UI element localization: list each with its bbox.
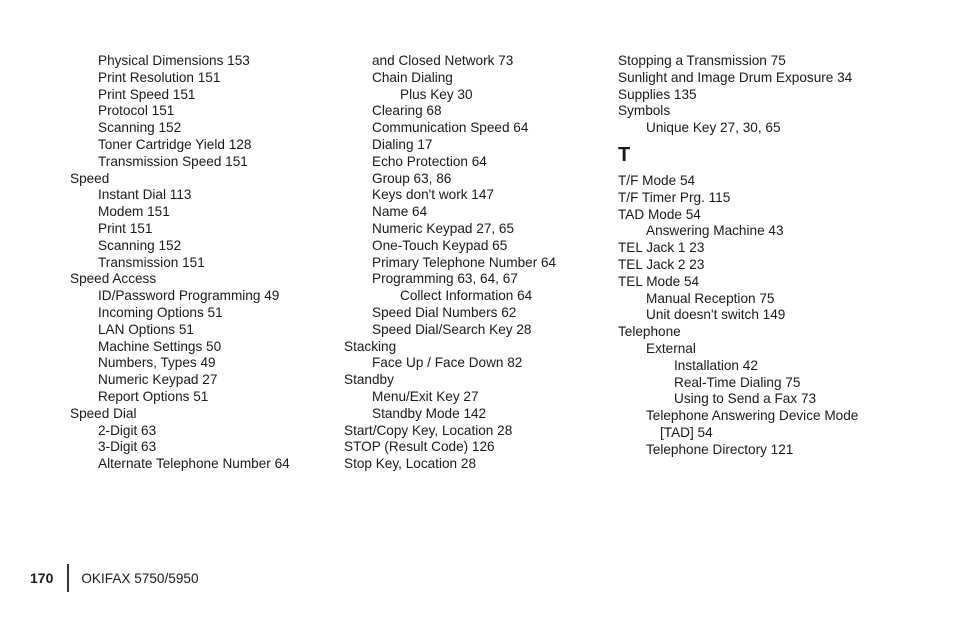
index-subentry: Toner Cartridge Yield 128 — [98, 136, 252, 152]
index-subentry: LAN Options 51 — [98, 321, 194, 337]
index-subentry: Programming 63, 64, 67 — [372, 271, 518, 287]
index-subentry: Report Options 51 — [98, 388, 209, 404]
index-subentry: Print 151 — [98, 220, 153, 236]
index-subentry: ID/Password Programming 49 — [98, 288, 280, 304]
index-subentry: Communication Speed 64 — [372, 120, 529, 136]
index-subentry: Numeric Keypad 27, 65 — [372, 220, 515, 236]
index-subentry: Manual Reception 75 — [646, 290, 775, 306]
index-subentry: Menu/Exit Key 27 — [372, 388, 479, 404]
index-entry: TEL Jack 1 23 — [618, 240, 705, 256]
index-entry: TEL Mode 54 — [618, 273, 700, 289]
index-subentry: Primary Telephone Number 64 — [372, 254, 557, 270]
index-subentry: Numbers, Types 49 — [98, 355, 216, 371]
index-subentry: Transmission Speed 151 — [98, 153, 248, 169]
index-column-3 — [618, 53, 918, 459]
footer-title: OKIFAX 5750/5950 — [81, 570, 199, 586]
index-subentry: Echo Protection 64 — [372, 153, 487, 169]
index-subentry: Installation 42 — [674, 357, 758, 373]
index-entry: Speed Access — [70, 271, 157, 287]
index-subentry: Scanning 152 — [98, 120, 182, 136]
index-subentry: Chain Dialing — [372, 69, 453, 85]
index-subentry: Speed Dial/Search Key 28 — [372, 321, 532, 337]
page-number: 170 — [30, 570, 54, 586]
index-subentry: Protocol 151 — [98, 103, 175, 119]
index-subentry: Unit doesn't switch 149 — [646, 307, 786, 323]
index-entry: Sunlight and Image Drum Exposure 34 — [618, 69, 853, 85]
index-subentry: Print Resolution 151 — [98, 69, 221, 85]
index-entry: T/F Timer Prg. 115 — [618, 189, 731, 205]
index-subentry: Plus Key 30 — [400, 86, 473, 102]
index-subentry: Unique Key 27, 30, 65 — [646, 120, 781, 136]
index-entry: Stacking — [344, 338, 397, 354]
index-entry: Standby — [344, 372, 394, 388]
index-subentry: Dialing 17 — [372, 136, 433, 152]
index-entry: STOP (Result Code) 126 — [344, 439, 495, 455]
index-subentry: [TAD] 54 — [660, 424, 713, 440]
index-subentry: Print Speed 151 — [98, 86, 196, 102]
index-subentry: Standby Mode 142 — [372, 405, 487, 421]
index-subentry: Answering Machine 43 — [646, 223, 784, 239]
index-subentry: Clearing 68 — [372, 103, 442, 119]
index-entry: Speed — [70, 170, 110, 186]
index-subentry: Face Up / Face Down 82 — [372, 355, 523, 371]
page-footer — [30, 564, 199, 592]
index-subentry: Name 64 — [372, 204, 428, 220]
index-subentry: Keys don't work 147 — [372, 187, 494, 203]
index-subentry: Group 63, 86 — [372, 170, 452, 186]
index-subentry: Transmission 151 — [98, 254, 205, 270]
index-entry: Stop Key, Location 28 — [344, 456, 477, 472]
index-subentry: Real-Time Dialing 75 — [674, 374, 801, 390]
letter-heading: T — [618, 143, 631, 166]
index-subentry: 2-Digit 63 — [98, 422, 157, 438]
index-entry: TAD Mode 54 — [618, 206, 701, 222]
index-entry: Telephone — [618, 324, 681, 340]
index-column-1 — [70, 53, 340, 473]
index-subentry: Numeric Keypad 27 — [98, 372, 218, 388]
index-entry: T/F Mode 54 — [618, 172, 696, 188]
index-entry: TEL Jack 2 23 — [618, 256, 705, 272]
index-subentry: One-Touch Keypad 65 — [372, 237, 508, 253]
index-subentry: Physical Dimensions 153 — [98, 53, 250, 68]
index-subentry: Using to Send a Fax 73 — [674, 391, 817, 407]
index-subentry: Incoming Options 51 — [98, 304, 223, 320]
index-subentry: Alternate Telephone Number 64 — [98, 456, 290, 472]
index-subentry: External — [646, 340, 696, 356]
index-entry: Symbols — [618, 103, 671, 119]
index-subentry: Telephone Answering Device Mode — [646, 408, 859, 424]
index-subentry: Telephone Directory 121 — [646, 441, 794, 457]
index-entry: Start/Copy Key, Location 28 — [344, 422, 513, 438]
index-entry: Speed Dial — [70, 405, 137, 421]
index-column-2 — [344, 53, 614, 473]
index-subentry: Speed Dial Numbers 62 — [372, 304, 517, 320]
index-entry: Supplies 135 — [618, 86, 697, 102]
index-subentry: and Closed Network 73 — [372, 53, 514, 68]
index-subentry: Collect Information 64 — [400, 288, 533, 304]
index-subentry: 3-Digit 63 — [98, 439, 157, 455]
index-subentry: Instant Dial 113 — [98, 187, 192, 203]
index-subentry: Machine Settings 50 — [98, 338, 222, 354]
index-subentry: Scanning 152 — [98, 237, 182, 253]
index-entry: Stopping a Transmission 75 — [618, 53, 786, 68]
index-subentry: Modem 151 — [98, 204, 170, 220]
footer-divider — [67, 564, 69, 592]
